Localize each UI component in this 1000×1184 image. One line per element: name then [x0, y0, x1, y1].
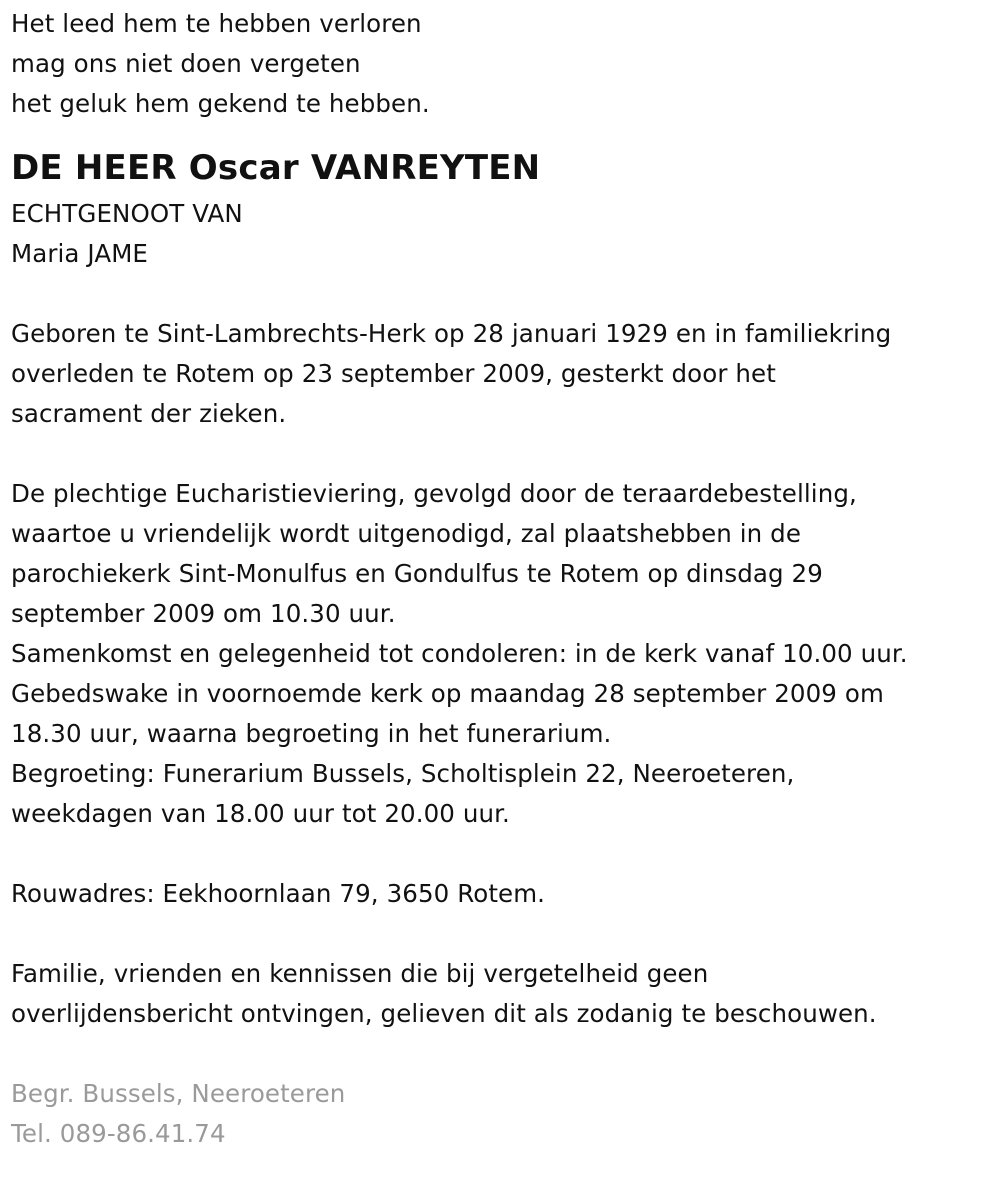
- obituary-notice: [11, 4, 991, 1154]
- poem: [11, 4, 991, 124]
- birth-death-paragraph: [11, 314, 991, 434]
- relation-label: ECHTGENOOT VAN: [11, 199, 243, 228]
- ceremony-paragraph: [11, 474, 991, 834]
- poem-line: Het leed hem te hebben verloren: [11, 9, 422, 38]
- poem-line: het geluk hem gekend te hebben.: [11, 89, 430, 118]
- paragraph-line: Begroeting: Funerarium Bussels, Scholtisplein 22, Neeroeteren,: [11, 759, 795, 788]
- paragraph-line: 18.30 uur, waarna begroeting in het funerarium.: [11, 719, 612, 748]
- deceased-name: DE HEER Oscar VANREYTEN: [11, 148, 541, 188]
- poem-line: mag ons niet doen vergeten: [11, 49, 361, 78]
- paragraph-line: sacrament der zieken.: [11, 399, 287, 428]
- paragraph-line: weekdagen van 18.00 uur tot 20.00 uur.: [11, 799, 510, 828]
- paragraph-line: Geboren te Sint-Lambrechts-Herk op 28 januari 1929 en in familiekring: [11, 319, 892, 348]
- undertaker-name: Begr. Bussels, Neeroeteren: [11, 1079, 346, 1108]
- spouse-name: Maria JAME: [11, 239, 149, 268]
- paragraph-line: overlijdensbericht ontvingen, gelieven dit als zodanig te beschouwen.: [11, 999, 877, 1028]
- paragraph-line: De plechtige Eucharistieviering, gevolgd door de teraardebestelling,: [11, 479, 857, 508]
- paragraph-line: parochiekerk Sint-Monulfus en Gondulfus te Rotem op dinsdag 29: [11, 559, 823, 588]
- paragraph-line: waartoe u vriendelijk wordt uitgenodigd, zal plaatshebben in de: [11, 519, 802, 548]
- paragraph-line: september 2009 om 10.30 uur.: [11, 599, 396, 628]
- undertaker-phone: Tel. 089-86.41.74: [11, 1119, 226, 1148]
- paragraph-line: Samenkomst en gelegenheid tot condoleren: in de kerk vanaf 10.00 uur.: [11, 639, 908, 668]
- paragraph-line: Familie, vrienden en kennissen die bij vergetelheid geen: [11, 959, 709, 988]
- footer: [11, 1074, 991, 1154]
- mourning-address: Rouwadres: Eekhoornlaan 79, 3650 Rotem.: [11, 879, 546, 908]
- notice-paragraph: [11, 954, 991, 1034]
- paragraph-line: Gebedswake in voornoemde kerk op maandag 28 september 2009 om: [11, 679, 884, 708]
- paragraph-line: overleden te Rotem op 23 september 2009, gesterkt door het: [11, 359, 776, 388]
